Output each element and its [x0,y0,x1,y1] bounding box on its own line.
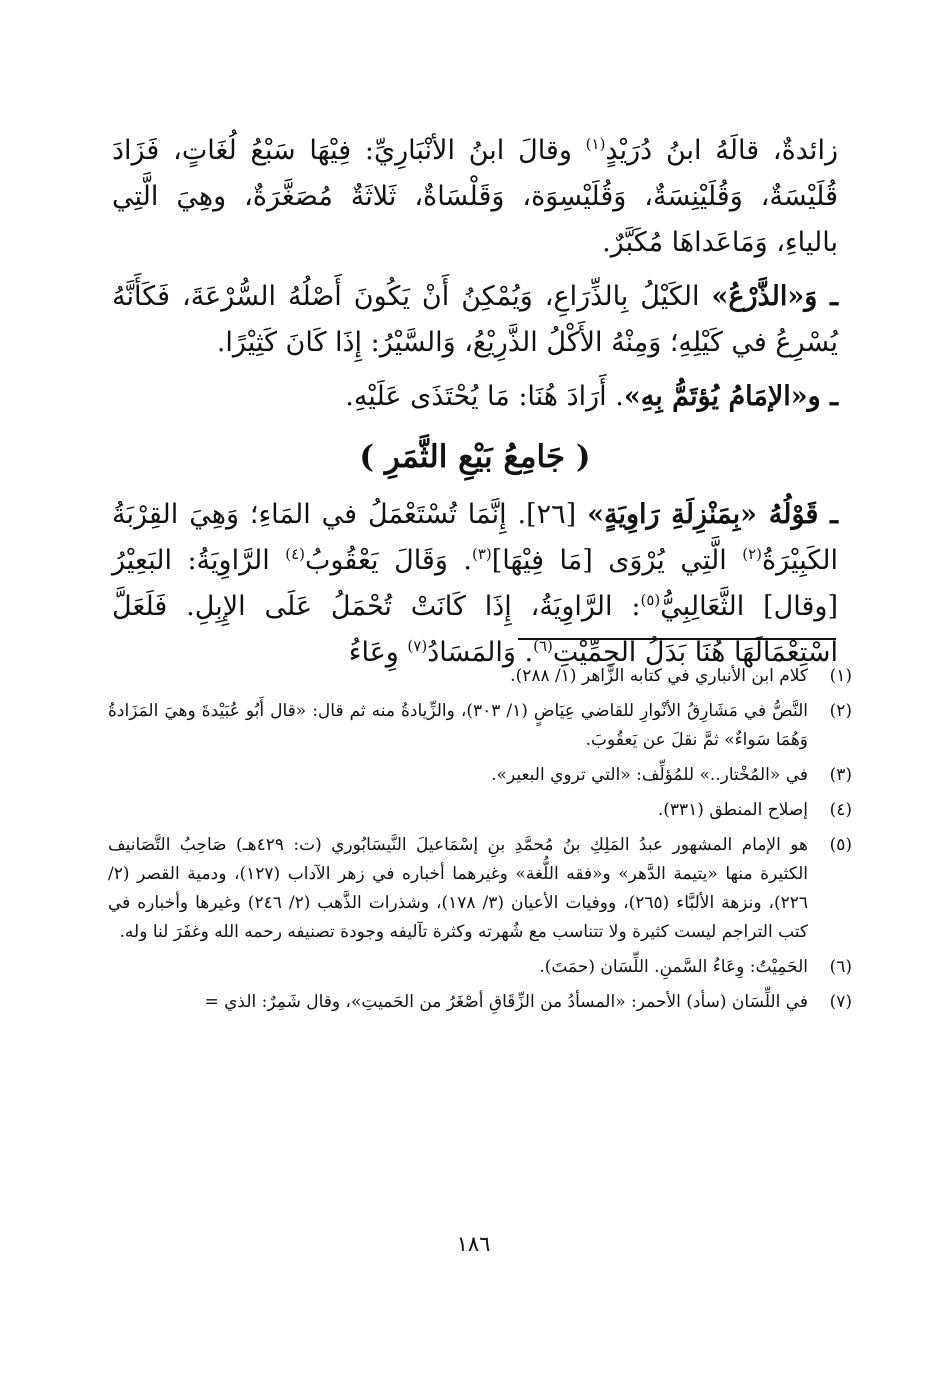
footnote-number: (٦) [829,957,852,977]
footnote [108,988,852,1017]
para2-lead-term: ـ وَ«الذَّرْعُ» [711,281,838,312]
footnote-ref-1: (١) [585,135,606,153]
paragraph-3 [112,374,838,420]
para2-text: الكَيْلُ بِالذِّرَاعِ، وَيُمْكِنُ أَنْ يَكُونَ أَصْلُهُ السُّرْعَةَ، فَكَأَنَّهُ يُسْرِعُ في كَيْلِهِ؛ وَمِنْهُ الأَكْلُ الذَّرِيْعُ، وَالسَّيْرُ: إِذَا كَانَ كَثِيْرًا. [112,281,838,358]
para1-text-2: وقالَ ابنُ الأنْبَارِيِّ: فِيْهَا سَبْعُ لُغَاتٍ، فَزَادَ قُلَيْسَةٌ، وَقُلَيْنِسَةٌ، وَقُلَيْسِوَة، وَقَلْسَاةٌ، ثَلاثَةٌ مُصَغَّرَةٌ، وهِيَ الَّتِي بالياءِ، وَمَاعَداهَا مُكَبَّرٌ. [112,135,838,258]
footnote [108,662,852,691]
footnote-ref-2: (٢) [742,545,762,563]
footnote-number: (٥) [829,835,852,855]
footnote [108,953,852,982]
para4-text-3: . وَقَالَ يَعْقُوبُ [305,545,472,576]
para4-text-5: : الرَّاوِيَةُ، إِذَا كَانَتْ تُحْمَلُ عَلَى الإِبِلِ. فَلَعَلَّ اسْتِعْمَالَهَا هُنَا بَدَلُ الحِمِّيْتِ [112,591,838,668]
footnotes [108,662,852,1023]
footnote-number: (١) [829,666,852,686]
footnote-text: النَّصُّ في مَشَارِقُ الأنْوارِ للقاضي عِيَاضٍ (١/ ٣٠٣)، والزِّيادةُ منه ثم قال: «قال أَبُو عُبَيْدةَ وهيَ المَزَادةُ وَهُمَا سَواءٌ» ثمَّ نقلَ عن يَعقُوبَ. [108,701,808,750]
footnote-text: إصلاح المنطق (٣٣١). [657,800,808,820]
para4-text-6: . وَالمَسَادُ [427,637,534,668]
para4-text-1: [٢٦]. إِنَّمَا تُسْتَعْمَلُ في المَاءِ؛ وَهِيَ القِرْبَةُ الكَبِيْرَةُ [112,499,838,576]
footnote-number: (٤) [829,800,852,820]
footnote-text: هو الإمام المشهور عبدُ المَلِكِ بنُ مُحمَّدِ بنِ إسْمَاعيلَ النَّيسَابُوري (ت: ٤٢٩هـ) صَاحِبُ التَّصَانيف الكثيرة منها «يتيمة الدَّهر» و«فقه اللُّغة» وغيرهما أخباره في زهر الآداب (١٢٧)، ودمية القصر (٢/ ٢٢٦)، ونزهة الألبَّاء (٢٦٥)، ووفيات الأعيان (٣/ ١٧٨)، وشذرات الذَّهب (٢/ ٢٤٦) وغيرها وأخباره في كتب التراجم ليست كثيرة ولا تتناسب مع شُهرته وكثرة تآليفه وجودة تصنيفه رحمه الله وغفَرَ لنا وله. [108,835,809,942]
footnote-text: في اللِّسَان (سأد) الأحمر: «المسأدُ من الزِّقَاقِ أصْغَرُ من الحَميتِ»، وقال شَمِرٌ: الذي = [204,992,808,1012]
footnote [108,761,852,790]
page-number: ١٨٦ [456,1232,491,1256]
main-text [112,128,838,676]
footnote [108,697,852,755]
paragraph-1 [112,128,838,266]
footnote-ref-7: (٧) [407,637,428,655]
footnote-separator [518,638,836,640]
para1-text-1: زائدةٌ، قالَهُ ابنُ دُرَيْدٍ [605,135,838,166]
footnote-ref-6: (٦) [533,637,553,655]
footnote-text: في «المُخْتار..» للمُؤلِّف: «التي تروي البعير». [491,765,808,785]
footnote-ref-3: (٣) [471,545,492,563]
footnote [108,831,852,947]
para4-text-7: وِعَاءُ [348,637,408,668]
para4-text-4: الرَّاوِيَةُ: البَعِيْرُ [وقال] الثَّعَالِبِيُّ [112,545,838,622]
para4-text-2: الَّتِي يُرْوَى [مَا فِيْهَا] [491,545,743,576]
footnote-ref-5: (٥) [640,591,661,609]
paragraph-4 [112,492,838,676]
paragraph-2 [112,274,838,366]
footnote-number: (٢) [829,701,852,721]
footnote-text: كلام ابن الأنباري في كتابه الزَّاهر (١/ ٢٨٨). [510,666,808,686]
footnote-number: (٣) [829,765,852,785]
para4-lead-term: ـ قَوْلُهُ «بِمَنْزِلَةِ رَاوِيَةٍ» [587,499,838,530]
para3-text: . أَرَادَ هُنَا: مَا يُحْتَذَى عَلَيْهِ. [345,381,624,412]
footnote-ref-4: (٤) [285,545,305,563]
footnote-number: (٧) [829,992,852,1012]
section-heading: ( جَامِعُ بَيْعِ الثَّمَرِ ) [359,439,591,475]
para3-lead-term: ـ و«الإمَامُ يُؤتَمُّ بِهِ» [623,381,838,412]
footnote [108,796,852,825]
footnote-text: الحَمِيْتُ: وِعَاءُ السَّمنِ. اللِّسَان (حمَتَ). [539,957,808,977]
